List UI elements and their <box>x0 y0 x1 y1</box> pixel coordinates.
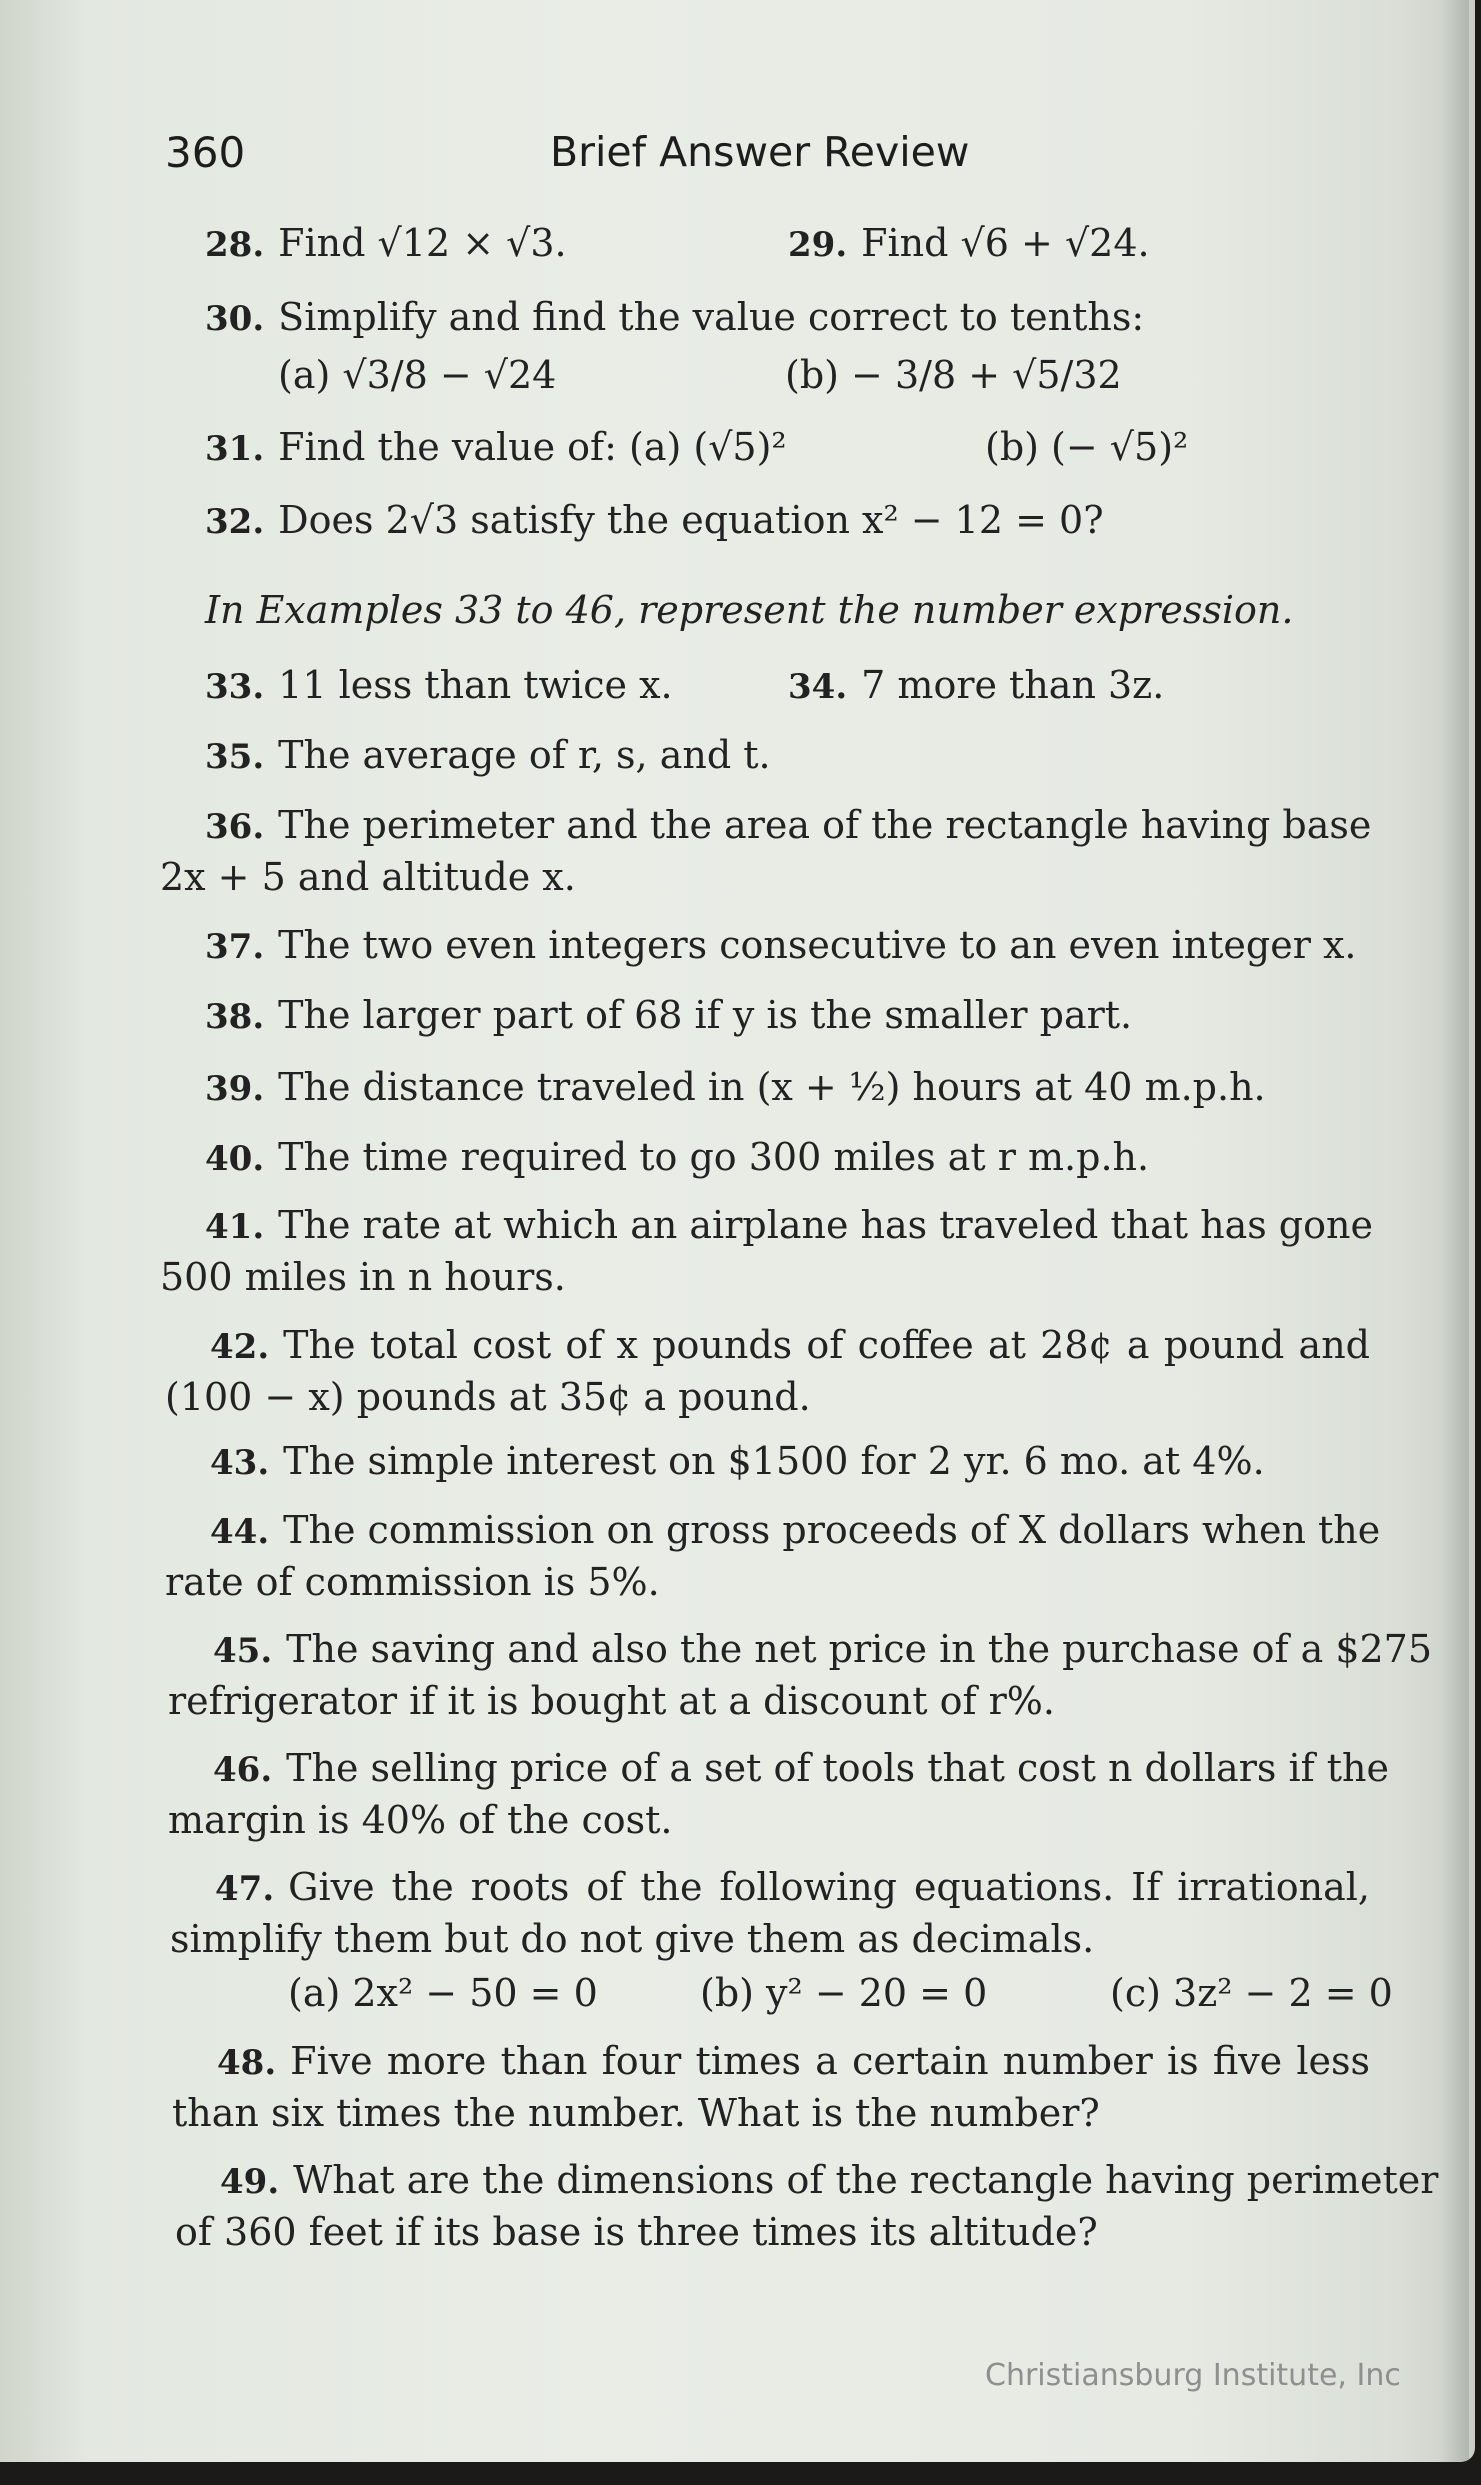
question-text: The time required to go 300 miles at r m.p.h. <box>278 1135 1150 1179</box>
question-line-1 <box>175 2155 1439 2207</box>
question-line-2: of 360 feet if its base is three times its altitude? <box>175 2210 1098 2254</box>
question-33 <box>205 660 673 712</box>
running-head: Brief Answer Review <box>550 128 970 176</box>
question-number: 46. <box>213 1750 273 1790</box>
page-header <box>165 128 1365 188</box>
question-text: Does 2√3 satisfy the equation x² − 12 = 0? <box>278 498 1104 542</box>
question-number: 38. <box>205 997 265 1037</box>
question-number: 30. <box>205 299 265 339</box>
question-47 <box>170 1862 1370 1964</box>
question-text: The saving and also the net price in the purchase of a $275 <box>286 1627 1433 1671</box>
question-37 <box>205 920 1356 972</box>
question-number: 28. <box>205 225 265 265</box>
question-number: 37. <box>205 927 265 967</box>
question-46 <box>168 1743 1389 1845</box>
question-text: What are the dimensions of the rectangle having perimeter <box>293 2158 1439 2202</box>
question-number: 39. <box>205 1069 265 1109</box>
question-text: Five more than four times a certain number is five less <box>290 2039 1370 2083</box>
question-line-2: 500 miles in n hours. <box>160 1255 566 1299</box>
question-line-2: refrigerator if it is bought at a discount of r%. <box>168 1679 1055 1723</box>
question-35 <box>205 730 771 782</box>
question-text: The simple interest on $1500 for 2 yr. 6 mo. at 4%. <box>283 1439 1265 1483</box>
page-edge-shadow <box>1441 0 1469 2462</box>
question-28 <box>205 218 567 270</box>
question-text: Find √6 + √24. <box>861 221 1150 265</box>
question-text: The perimeter and the area of the rectangle having base <box>278 803 1372 847</box>
question-41 <box>160 1200 1373 1302</box>
question-47c: (c) 3z² − 2 = 0 <box>1110 1971 1393 2015</box>
question-29 <box>788 218 1150 270</box>
question-line-1 <box>172 2036 1370 2088</box>
question-47b: (b) y² − 20 = 0 <box>700 1971 988 2015</box>
question-line-2: simplify them but do not give them as decimals. <box>170 1917 1095 1961</box>
question-number: 35. <box>205 737 265 777</box>
question-38 <box>205 990 1132 1042</box>
question-30a: (a) √3/8 − √24 <box>278 353 557 397</box>
question-number: 47. <box>215 1869 275 1909</box>
question-text: Find the value of: (a) (√5)² <box>278 425 787 469</box>
question-number: 44. <box>210 1512 270 1552</box>
question-number: 48. <box>217 2043 277 2083</box>
question-32 <box>205 495 1104 547</box>
question-line-1 <box>165 1505 1381 1557</box>
question-43 <box>210 1436 1265 1488</box>
question-45 <box>168 1624 1433 1726</box>
question-number: 40. <box>205 1139 265 1179</box>
question-line-2: (100 − x) pounds at 35¢ a pound. <box>165 1375 811 1419</box>
question-number: 31. <box>205 429 265 469</box>
page-number: 360 <box>165 128 246 177</box>
question-text: The larger part of 68 if y is the smaller part. <box>278 993 1133 1037</box>
question-number: 42. <box>210 1327 270 1367</box>
question-line-1 <box>168 1624 1433 1676</box>
question-34 <box>788 660 1164 712</box>
question-number: 34. <box>788 667 848 707</box>
question-line-1 <box>160 800 1370 852</box>
question-line-2: than six times the number. What is the number? <box>172 2091 1100 2135</box>
question-39 <box>205 1062 1266 1114</box>
question-line-1 <box>160 1200 1373 1252</box>
question-text: The distance traveled in (x + ½) hours at 40 m.p.h. <box>278 1065 1266 1109</box>
question-31 <box>205 422 787 474</box>
question-number: 43. <box>210 1443 270 1483</box>
question-30b: (b) − 3/8 + √5/32 <box>785 353 1122 397</box>
question-44 <box>165 1505 1381 1607</box>
question-line-2: rate of commission is 5%. <box>165 1560 660 1604</box>
question-line-1 <box>170 1862 1370 1914</box>
question-text: 7 more than 3z. <box>861 663 1165 707</box>
question-line-1 <box>168 1743 1389 1795</box>
question-text: The selling price of a set of tools that cost n dollars if the <box>286 1746 1389 1790</box>
watermark: Christiansburg Institute, Inc <box>985 2358 1401 2393</box>
question-line-2: margin is 40% of the cost. <box>168 1798 673 1842</box>
question-30 <box>205 292 1144 344</box>
question-number: 36. <box>205 807 265 847</box>
question-text: 11 less than twice x. <box>278 663 673 707</box>
question-40 <box>205 1132 1149 1184</box>
question-31b: (b) (− √5)² <box>985 425 1189 469</box>
question-number: 49. <box>220 2162 280 2202</box>
question-text: The total cost of x pounds of coffee at 28¢ a pound and <box>283 1323 1370 1367</box>
question-42 <box>165 1320 1370 1422</box>
question-number: 41. <box>205 1207 265 1247</box>
question-text: The two even integers consecutive to an even integer x. <box>278 923 1357 967</box>
question-48 <box>172 2036 1370 2138</box>
question-line-2: 2x + 5 and altitude x. <box>160 855 576 899</box>
question-text: Give the roots of the following equations. If irrational, <box>288 1865 1370 1909</box>
question-text: The average of r, s, and t. <box>278 733 771 777</box>
question-36 <box>160 800 1370 902</box>
question-text: Simplify and find the value correct to tenths: <box>278 295 1145 339</box>
question-49 <box>175 2155 1439 2257</box>
question-text: The commission on gross proceeds of X dollars when the <box>283 1508 1381 1552</box>
question-number: 32. <box>205 502 265 542</box>
question-number: 33. <box>205 667 265 707</box>
section-instruction: In Examples 33 to 46, represent the number expression. <box>205 588 1294 632</box>
question-text: The rate at which an airplane has traveled that has gone <box>278 1203 1373 1247</box>
question-number: 45. <box>213 1631 273 1671</box>
question-47a: (a) 2x² − 50 = 0 <box>288 1971 598 2015</box>
question-number: 29. <box>788 225 848 265</box>
question-text: Find √12 × √3. <box>278 221 567 265</box>
question-line-1 <box>165 1320 1370 1372</box>
